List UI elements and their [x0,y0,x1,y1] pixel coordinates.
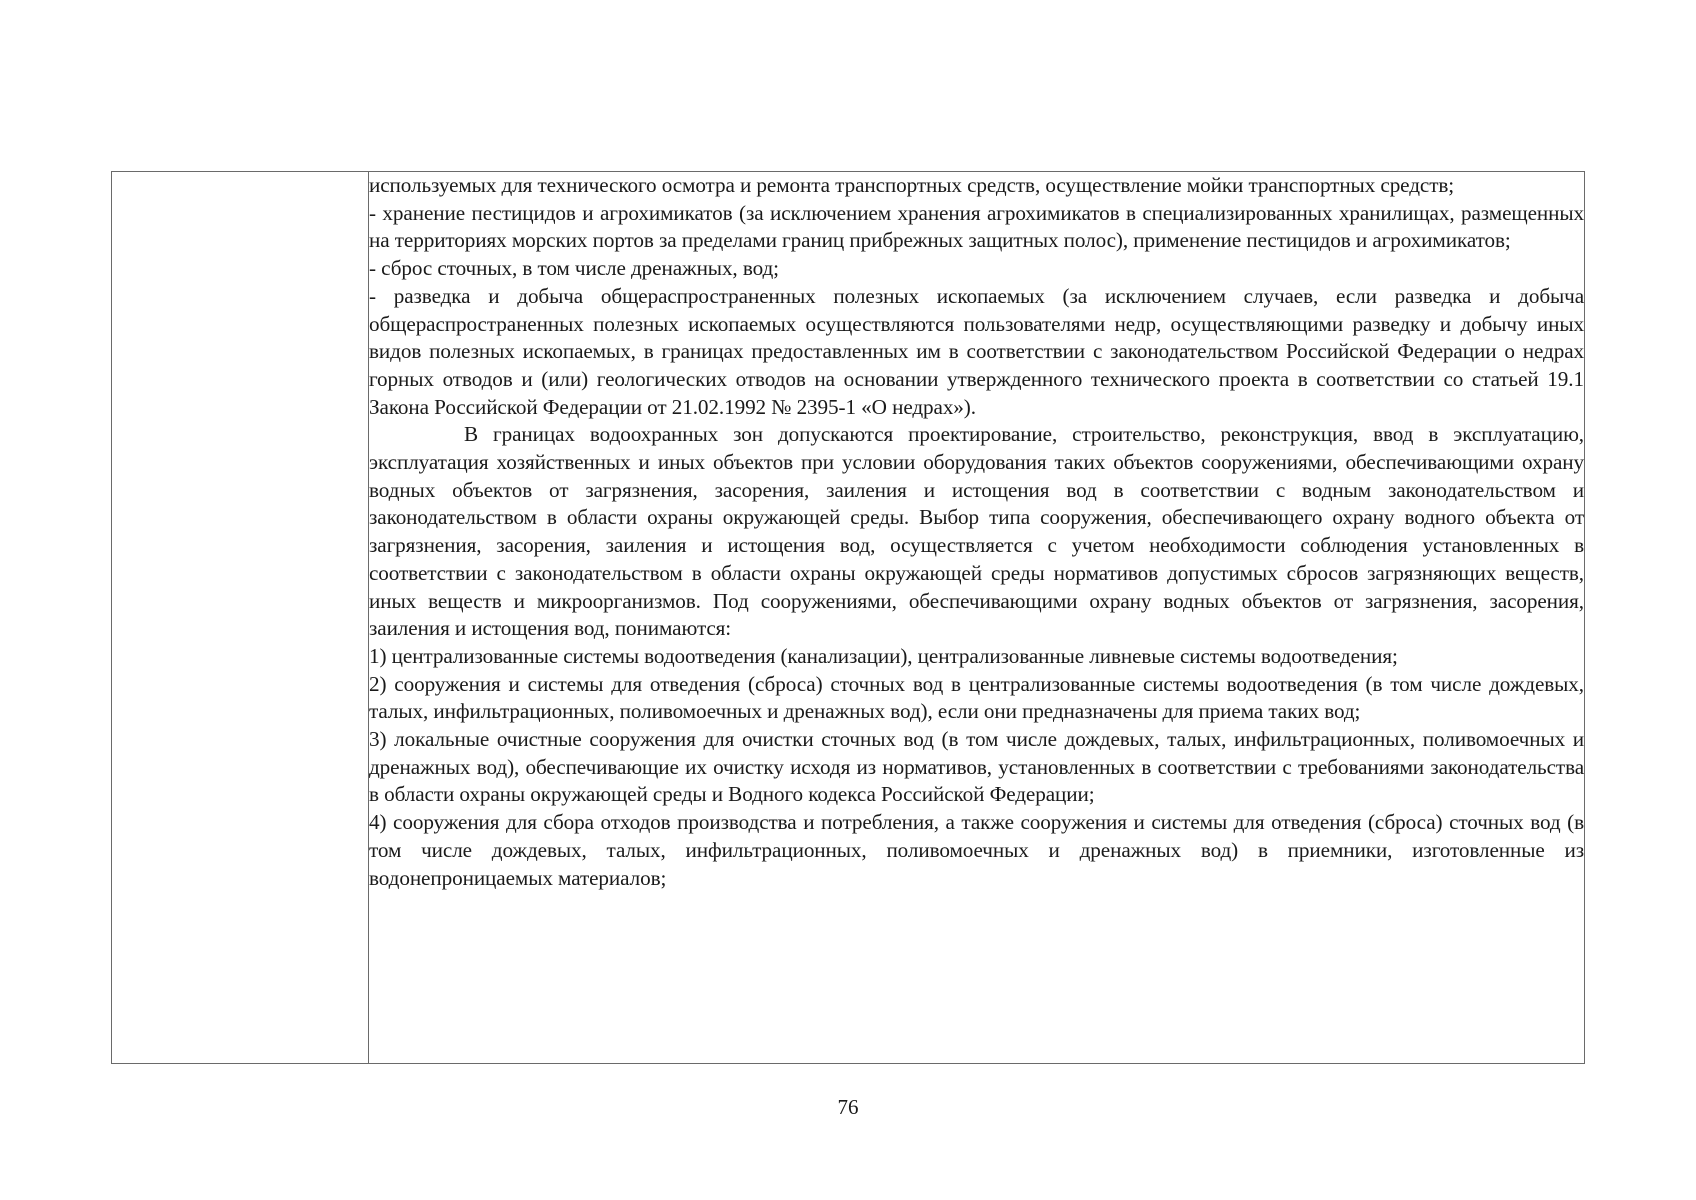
text-block [369,172,1584,892]
list-item: 3) локальные очистные сооружения для очистки сточных вод (в том числе дождевых, талых, инфильтрационных, поливомоечных и дренажных вод), обеспечивающие их очистку исходя из нормативов, установленных в соответствии с требованиями законодательства в области охраны окружающей среды и Водного кодекса Российской Федерации; [369,727,1584,807]
paragraph: В границах водоохранных зон допускаются проектирование, строительство, реконструкция, ввод в эксплуатацию, эксплуатация хозяйственных и иных объектов при условии оборудования таких объектов сооружениями, обеспечивающими охрану водных объектов от загрязнения, засорения, заиления и истощения вод в соответствии с водным законодательством и законодательством в области охраны окружающей среды. Выбор типа сооружения, обеспечивающего охрану водного объекта от загрязнения, засорения, заиления и истощения вод, осуществляется с учетом необходимости соблюдения установленных в соответствии с законодательством в области охраны окружающей среды нормативов допустимых сбросов загрязняющих веществ, иных веществ и микроорганизмов. Под сооружениями, обеспечивающими охрану водных объектов от загрязнения, засорения, заиления и истощения вод, понимаются: [369,422,1584,641]
table-cell-right-text [369,172,1585,1064]
paragraph: - сброс сточных, в том числе дренажных, вод; [369,256,779,281]
paragraph: используемых для технического осмотра и ремонта транспортных средств, осуществление мойки транспортных средств; [369,173,1455,197]
list-item: 1) централизованные системы водоотведения (канализации), централизованные ливневые системы водоотведения; [369,643,1398,668]
table-row [112,172,1585,1064]
content-table [111,171,1585,1064]
list-item: 2) сооружения и системы для отведения (сброса) сточных вод в централизованные системы водоотведения (в том числе дождевых, талых, инфильтрационных, поливомоечных и дренажных вод), если они предназначены для приема таких вод; [369,671,1584,724]
paragraph: - разведка и добыча общераспространенных полезных ископаемых (за исключением случаев, если разведка и добыча общераспространенных полезных ископаемых осуществляются пользователями недр, осуществляющими разведку и добычу иных видов полезных ископаемых, в границах предоставленных им в соответствии с законодательством Российской Федерации о недрах горных отводов и (или) геологических отводов на основании утвержденного технического проекта в соответствии со статьей 19.1 Закона Российской Федерации от 21.02.1992 № 2395-1 «О недрах»). [369,283,1584,419]
page-number: 76 [837,1095,859,1119]
list-item: 4) сооружения для сбора отходов производства и потребления, а также сооружения и системы для отведения (сброса) сточных вод (в том числе дождевых, талых, инфильтрационных, поливомоечных и дренажных вод) в приемники, изготовленные из водонепроницаемых материалов; [369,810,1584,890]
table-cell-left-empty [112,172,369,1064]
paragraph: - хранение пестицидов и агрохимикатов (за исключением хранения агрохимикатов в специализированных хранилищах, размещенных на территориях морских портов за пределами границ прибрежных защитных полос), применение пестицидов и агрохимикатов; [369,200,1584,253]
